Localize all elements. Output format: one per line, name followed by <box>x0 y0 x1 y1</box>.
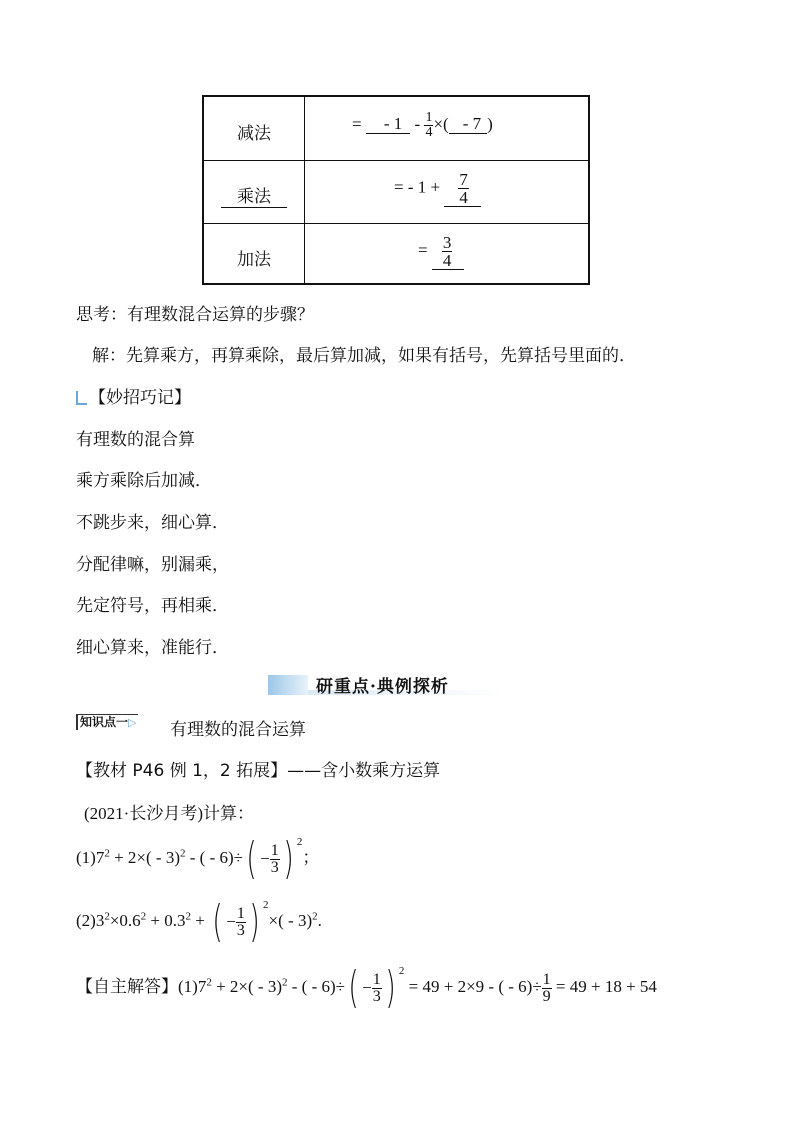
tip-line: 有理数的混合算 <box>76 430 195 450</box>
section-banner: 研重点·典例探析 <box>268 672 504 698</box>
row-label: 减法 <box>237 124 271 144</box>
textbook-reference: 【教材 P46 例 1，2 拓展】——含小数乘方运算 <box>76 761 441 781</box>
problem-2: $(2)3^2\times 0.6^2 + 0.3^2$ + ( − $\frac{1}{3}$ ) $^2$×( - 3)$^2$. <box>76 896 322 948</box>
table-divider <box>204 160 588 161</box>
knowledge-tag: 知识点一▷ <box>76 714 138 730</box>
row-expression: = - 1 + $\frac{7}{4}$ <box>394 171 481 207</box>
pencil-icon <box>76 391 87 405</box>
arrow-icon: ▷ <box>128 716 137 729</box>
table-divider <box>304 97 305 283</box>
solution: 【自主解答】$(1)7^2 + 2\times( - 3)^2$ - ( - 6)÷( − $\frac{1}{3}$ ) $^2$ = 49 + 2×9 - ( - 6)÷ $\frac{1}{9}$ = 49 + 18 + 54 <box>76 962 657 1014</box>
think-question: 思考：有理数混合运算的步骤？ <box>76 305 314 325</box>
problem-1: $(1)7^2 + 2\times( - 3)^2$ - ( - 6)÷( − $\frac{1}{3}$ ) $^2$； <box>76 833 320 885</box>
tip-line: 乘方乘除后加减． <box>76 471 212 491</box>
row-expression: = $\frac{3}{4}$ <box>418 234 464 270</box>
row-expression: = - 1 - $\frac{1}{4}$ ×( - 7 ) <box>352 110 493 140</box>
banner-decoration-icon <box>268 675 308 695</box>
steps-table <box>202 95 590 285</box>
tip-line: 细心算来，准能行． <box>76 638 229 658</box>
table-divider <box>204 223 588 224</box>
tip-line: 不跳步来，细心算． <box>76 513 229 533</box>
answer-text: 解：先算乘方，再算乘除，最后算加减，如果有括号，先算括号里面的． <box>92 346 636 366</box>
tips-heading: 【妙招巧记】 <box>76 383 191 408</box>
tip-line: 先定符号，再相乘． <box>76 596 229 616</box>
row-label: 乘法 <box>204 182 304 207</box>
row-label: 加法 <box>237 250 271 270</box>
tip-line: 分配律嘛，别漏乘， <box>76 555 229 575</box>
problem-source: (2021·长沙月考)计算： <box>84 804 254 823</box>
knowledge-title: 有理数的混合运算 <box>170 720 306 740</box>
